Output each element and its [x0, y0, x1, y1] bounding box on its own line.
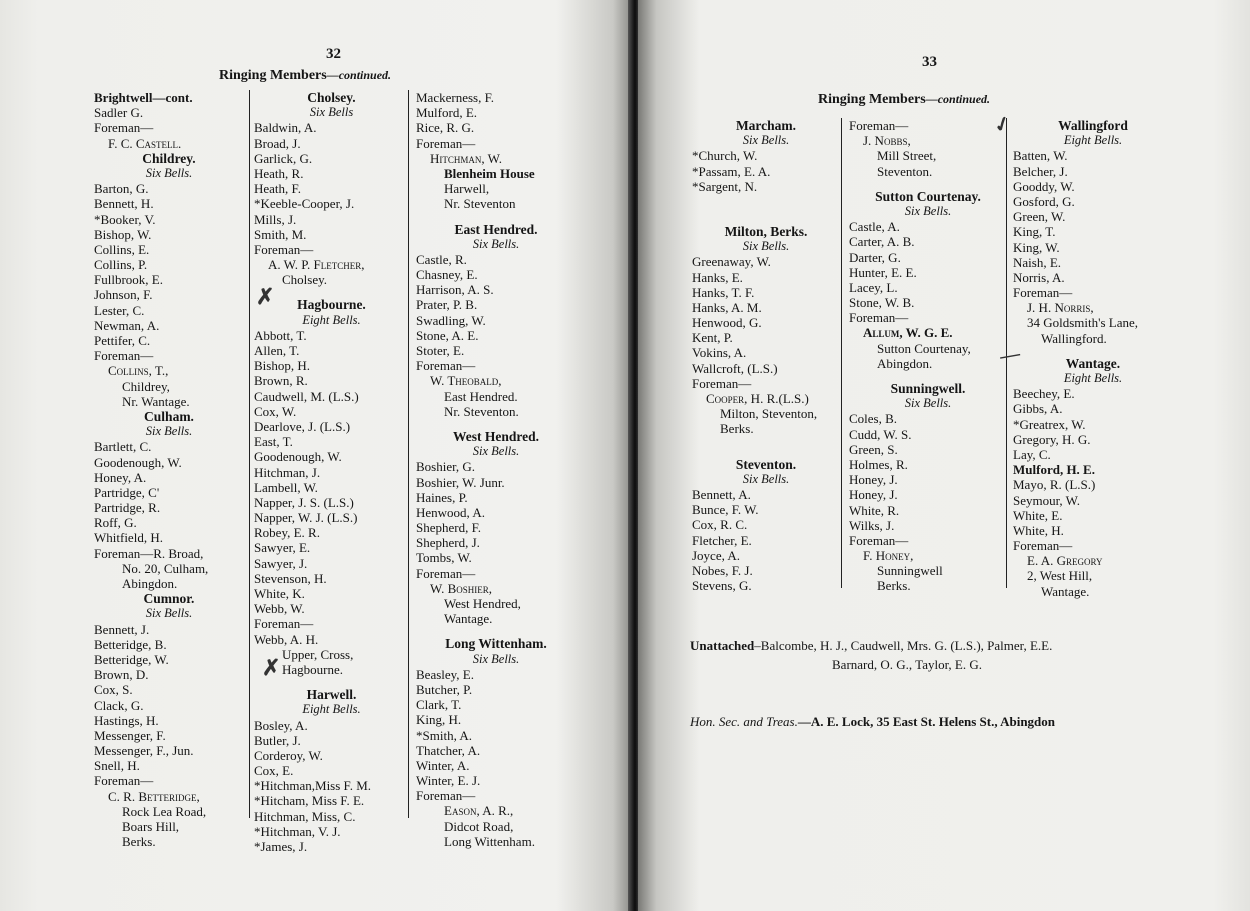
member-entry: Long Wittenham.: [444, 833, 535, 849]
member-entry: Foreman—: [254, 616, 314, 632]
member-entry: Wantage.: [444, 611, 493, 627]
member-entry: White, E.: [1013, 507, 1063, 523]
page-heading: [818, 92, 990, 108]
member-entry: *Church, W.: [692, 148, 758, 164]
member-entry: Sawyer, E.: [254, 540, 311, 556]
member-entry: Foreman—: [416, 358, 476, 374]
member-entry: Hanks, A. M.: [692, 299, 762, 315]
member-entry: Corderoy, W.: [254, 747, 323, 763]
member-entry: Rock Lea Road,: [122, 803, 207, 819]
member-entry: E. A. Gregory: [1027, 553, 1103, 569]
member-entry: *Hitchman, V. J.: [254, 823, 341, 839]
member-entry: Abingdon.: [122, 576, 178, 591]
member-entry: Wallcroft, (L.S.): [692, 360, 778, 376]
member-entry: Collins, E.: [94, 241, 150, 257]
member-entry: F. C. Castell.: [108, 135, 182, 151]
spacer: [1013, 346, 1173, 356]
member-entry: J. H. Norris,: [1027, 300, 1094, 316]
member-entry: Berks.: [877, 578, 911, 594]
member-entry: Foreman—: [849, 118, 909, 133]
column-3: [1013, 118, 1173, 599]
member-entry: Butcher, P.: [416, 681, 473, 697]
member-entry: *Smith, A.: [416, 727, 472, 743]
member-entry: Smith, M.: [254, 226, 307, 242]
member-entry: Swadling, W.: [416, 312, 486, 328]
member-entry: Clack, G.: [94, 697, 144, 713]
pencil-tick-icon: —: [998, 342, 1022, 368]
parish-name: East Hendred.: [454, 221, 538, 237]
member-entry: Beasley, E.: [416, 666, 474, 682]
member-entry: Abingdon.: [877, 355, 933, 371]
member-entry: Nr. Steventon.: [444, 403, 519, 419]
spacer: [849, 371, 1007, 381]
member-entry: Wallingford.: [1041, 330, 1107, 346]
bells-count: Six Bells.: [742, 239, 790, 254]
member-entry: Stevens, G.: [692, 578, 752, 594]
member-entry: Wilks, J.: [849, 517, 895, 533]
member-entry: Berks.: [122, 834, 156, 850]
member-entry: Hitchman, J.: [254, 464, 321, 480]
member-entry: East, T.: [254, 434, 293, 450]
member-entry: Lambell, W.: [254, 479, 318, 495]
member-entry: Butler, J.: [254, 732, 301, 748]
member-entry: Lester, C.: [94, 302, 145, 318]
member-entry: A. W. P. Fletcher,: [268, 257, 365, 273]
column-3: [416, 90, 576, 849]
member-entry: East Hendred.: [444, 388, 518, 404]
parish-name: Steventon.: [735, 456, 797, 472]
page-heading: [219, 68, 391, 84]
bells-count: Six Bells.: [145, 165, 193, 180]
member-entry: W. Theobald,: [430, 373, 502, 389]
member-entry: Heath, R.: [254, 165, 304, 181]
member-entry: Mayo, R. (L.S.): [1013, 477, 1096, 493]
parish-name: Harwell.: [306, 687, 357, 703]
member-entry: Foreman—: [849, 310, 909, 326]
column-divider: [249, 90, 250, 818]
parish-name: Marcham.: [735, 118, 797, 133]
member-entry: Fullbrook, E.: [94, 272, 163, 288]
member-entry: W. Boshier,: [430, 580, 492, 596]
member-entry: Harrison, A. S.: [416, 282, 494, 298]
member-entry: Nr. Wantage.: [122, 393, 190, 409]
member-entry: Stevenson, H.: [254, 570, 327, 586]
bells-count: Six Bells.: [145, 424, 193, 439]
parish-name: Cholsey.: [307, 90, 356, 105]
spacer: [692, 204, 840, 214]
member-entry: Eason, A. R.,: [444, 803, 514, 819]
parish-name: Cumnor.: [143, 591, 195, 607]
member-entry: Newman, A.: [94, 317, 160, 333]
hon-sec-value: —A. E. Lock, 35 East St. Helens St., Abingdon: [797, 714, 1056, 729]
member-entry: Brown, D.: [94, 667, 149, 683]
member-entry: Childrey,: [122, 378, 170, 394]
member-entry: Green, W.: [1013, 209, 1066, 225]
member-entry: Barton, G.: [94, 181, 149, 197]
member-entry: Foreman—: [94, 120, 154, 136]
member-entry: Cox, R. C.: [692, 517, 748, 533]
member-entry: Napper, W. J. (L.S.): [254, 510, 358, 526]
member-entry: Rice, R. G.: [416, 120, 475, 136]
member-entry: Wantage.: [1041, 583, 1090, 599]
member-entry: Foreman—: [94, 348, 154, 364]
bells-count: Six Bells.: [145, 606, 193, 621]
member-entry: Cox, W.: [254, 403, 297, 419]
parish-name: West Hendred.: [452, 428, 539, 444]
bells-count: Eight Bells.: [302, 702, 361, 717]
page-number: 33: [922, 54, 937, 70]
member-entry: King, T.: [1013, 224, 1056, 240]
spacer: [692, 437, 840, 447]
bells-count: Six Bells: [309, 105, 354, 120]
spacer: [416, 626, 576, 636]
member-entry: Napper, J. S. (L.S.): [254, 494, 354, 510]
member-entry: Bennett, H.: [94, 196, 154, 212]
member-entry: Tombs, W.: [416, 550, 472, 566]
member-entry: Messenger, F.: [94, 727, 166, 743]
member-entry: Bennett, A.: [692, 486, 751, 502]
member-entry: Thatcher, A.: [416, 742, 481, 758]
member-entry: Boshier, G.: [416, 459, 476, 475]
member-entry: Bennett, J.: [94, 621, 150, 637]
member-entry: Henwood, A.: [416, 504, 485, 520]
spacer: [692, 447, 840, 457]
member-entry: Foreman—: [254, 241, 314, 257]
member-entry: Boshier, W. Junr.: [416, 474, 505, 490]
member-entry: Castle, A.: [849, 219, 900, 235]
member-entry: Bishop, W.: [94, 226, 152, 242]
member-entry: Partridge, C': [94, 484, 160, 500]
member-entry: Stoter, E.: [416, 343, 465, 358]
member-entry: Sadler G.: [94, 105, 144, 121]
member-entry: Brightwell—cont.: [94, 90, 193, 105]
member-entry: Whitfield, H.: [94, 530, 163, 546]
member-entry: Baldwin, A.: [254, 120, 317, 136]
member-entry: Lacey, L.: [849, 279, 898, 295]
member-entry: Mill Street,: [877, 148, 937, 164]
member-entry: Bishop, H.: [254, 358, 310, 374]
member-entry: 34 Goldsmith's Lane,: [1027, 315, 1139, 331]
member-entry: Nobes, F. J.: [692, 562, 753, 578]
member-entry: Allum, W. G. E.: [863, 325, 953, 341]
member-entry: Webb, A. H.: [254, 631, 319, 647]
member-entry: Dearlove, J. (L.S.): [254, 418, 351, 434]
pencil-tick-icon: ✓: [990, 111, 1015, 139]
member-entry: Lay, C.: [1013, 446, 1051, 462]
member-entry: Vokins, A.: [692, 345, 747, 361]
member-entry: White, R.: [849, 502, 900, 518]
member-entry: Bosley, A.: [254, 717, 308, 733]
member-entry: Shepherd, J.: [416, 535, 480, 551]
member-entry: Upper, Cross,: [282, 646, 354, 662]
member-entry: Foreman—: [94, 773, 154, 789]
member-entry: Betteridge, W.: [94, 651, 169, 667]
member-entry: Gibbs, A.: [1013, 401, 1063, 417]
bells-count: Eight Bells.: [1063, 371, 1123, 385]
member-entry: Sawyer, J.: [254, 555, 308, 571]
member-entry: Green, S.: [849, 441, 898, 457]
member-entry: *Greatrex, W.: [1013, 416, 1086, 432]
heading-text: Ringing Members: [818, 92, 926, 107]
member-entry: Honey, J.: [849, 487, 898, 503]
member-entry: Stone, A. E.: [416, 327, 479, 343]
member-entry: Berks.: [720, 421, 754, 437]
member-entry: Mulford, E.: [416, 105, 478, 121]
heading-text: Ringing Members: [219, 68, 327, 83]
member-entry: Bunce, F. W.: [692, 502, 759, 518]
bells-count: Six Bells.: [472, 651, 520, 666]
member-entry: F. Honey,: [863, 548, 914, 564]
spacer: [416, 212, 576, 222]
bells-count: Six Bells.: [904, 396, 952, 411]
spacer: [416, 419, 576, 429]
member-entry: Gosford, G.: [1013, 193, 1075, 209]
member-entry: Sunningwell: [877, 563, 943, 579]
column-2: [849, 118, 1007, 594]
column-1: [94, 90, 244, 849]
member-entry: Allen, T.: [254, 343, 300, 358]
member-entry: Carter, A. B.: [849, 234, 915, 250]
member-entry: Foreman—: [1013, 538, 1073, 554]
member-entry: Naish, E.: [1013, 254, 1062, 270]
member-entry: Hunter, E. E.: [849, 264, 917, 280]
member-entry: Greenaway, W.: [692, 254, 771, 270]
member-entry: Hastings, H.: [94, 712, 159, 728]
hon-sec-label: Hon. Sec. and Treas.: [690, 714, 798, 729]
member-entry: Beechey, E.: [1013, 386, 1075, 402]
unattached-line: [690, 638, 1052, 654]
member-entry: Mulford, H. E.: [1013, 462, 1095, 478]
member-entry: Batten, W.: [1013, 148, 1068, 164]
member-entry: C. R. Betteridge,: [108, 788, 200, 804]
heading-continued: —continued.: [326, 68, 392, 82]
parish-name: Long Wittenham.: [445, 636, 547, 652]
member-entry: Goodenough, W.: [94, 454, 182, 470]
member-entry: *Hitcham, Miss F. E.: [254, 793, 365, 809]
member-entry: Foreman—: [692, 375, 752, 391]
parish-name: Culham.: [144, 408, 194, 424]
member-entry: Harwell,: [444, 181, 490, 197]
member-entry: Mills, J.: [254, 211, 297, 227]
heading-continued: —continued.: [925, 92, 991, 106]
member-entry: Darter, G.: [849, 249, 901, 265]
pencil-tick-icon: ✗: [256, 284, 275, 309]
member-entry: Cholsey.: [282, 272, 328, 288]
spacer: [254, 287, 409, 297]
bells-count: Six Bells.: [472, 444, 520, 459]
member-entry: Kent, P.: [692, 330, 733, 346]
member-entry: Foreman—: [849, 532, 909, 548]
member-entry: Haines, P.: [416, 489, 468, 505]
column-divider: [408, 90, 409, 818]
parish-name: Wantage.: [1065, 355, 1121, 371]
spacer: [849, 179, 1007, 189]
member-entry: Caudwell, M. (L.S.): [254, 388, 359, 404]
bells-count: Eight Bells.: [1063, 133, 1123, 148]
member-entry: Honey, J.: [849, 472, 898, 488]
member-entry: Robey, E. R.: [254, 525, 320, 541]
member-entry: Steventon.: [877, 163, 933, 179]
bells-count: Six Bells.: [742, 471, 790, 486]
unattached-names: –Balcombe, H. J., Caudwell, Mrs. G. (L.S.), Palmer, E.E.: [754, 638, 1053, 653]
parish-name: Wallingford: [1058, 118, 1128, 133]
spacer: [692, 194, 840, 204]
member-entry: Mackerness, F.: [416, 90, 495, 105]
member-entry: Cooper, H. R.(L.S.): [706, 391, 809, 406]
member-entry: Snell, H.: [94, 758, 140, 774]
member-entry: *Keeble-Cooper, J.: [254, 196, 355, 212]
member-entry: Hanks, T. F.: [692, 284, 755, 300]
spacer: [692, 214, 840, 224]
member-entry: Roff, G.: [94, 515, 137, 531]
member-entry: Boars Hill,: [122, 819, 180, 834]
member-entry: *Passam, E. A.: [692, 163, 771, 179]
bells-count: Six Bells.: [472, 236, 520, 251]
member-entry: Castle, R.: [416, 251, 467, 267]
member-entry: Heath, F.: [254, 181, 301, 197]
member-entry: Didcot Road,: [444, 818, 514, 834]
member-entry: Coles, B.: [849, 411, 898, 427]
member-entry: Belcher, J.: [1013, 163, 1068, 179]
member-entry: Messenger, F., Jun.: [94, 743, 194, 759]
member-entry: Fletcher, E.: [692, 532, 752, 548]
member-entry: Broad, J.: [254, 135, 301, 151]
member-entry: Johnson, F.: [94, 287, 153, 303]
member-entry: West Hendred,: [444, 596, 521, 611]
member-entry: *Sargent, N.: [692, 178, 758, 194]
member-entry: Gregory, H. G.: [1013, 431, 1091, 447]
member-entry: Nr. Steventon: [444, 196, 516, 212]
column-2: [254, 90, 409, 854]
member-entry: Goodenough, W.: [254, 449, 342, 465]
member-entry: Honey, A.: [94, 469, 147, 485]
page-number: 32: [326, 46, 341, 62]
member-entry: Cudd, W. S.: [849, 426, 912, 442]
member-entry: Winter, E. J.: [416, 773, 481, 789]
member-entry: Hanks, E.: [692, 269, 743, 285]
member-entry: Abbott, T.: [254, 327, 307, 343]
member-entry: Hitchman, W.: [430, 150, 502, 166]
member-entry: Garlick, G.: [254, 150, 313, 166]
member-entry: Foreman—: [416, 135, 476, 151]
member-entry: King, H.: [416, 712, 462, 728]
column-divider: [841, 118, 842, 588]
member-entry: Hagbourne.: [282, 661, 344, 677]
parish-name: Milton, Berks.: [724, 223, 808, 239]
hon-sec-line: [690, 714, 1055, 730]
member-entry: Foreman—: [416, 565, 476, 581]
member-entry: Webb, W.: [254, 601, 305, 617]
member-entry: Foreman—: [416, 788, 476, 804]
member-entry: *Hitchman,Miss F. M.: [254, 778, 372, 794]
member-entry: White, K.: [254, 586, 305, 601]
member-entry: Blenheim House: [444, 165, 535, 181]
member-entry: Stone, W. B.: [849, 295, 915, 311]
member-entry: Partridge, R.: [94, 500, 161, 516]
parish-name: Sutton Courtenay.: [875, 188, 981, 204]
member-entry: Cox, S.: [94, 682, 133, 698]
member-entry: Brown, R.: [254, 373, 308, 389]
member-entry: White, H.: [1013, 522, 1064, 538]
unattached-line-2: Barnard, O. G., Taylor, E. G.: [832, 657, 982, 672]
member-entry: *Booker, V.: [94, 211, 156, 227]
member-entry: J. Nobbs,: [863, 133, 911, 149]
member-entry: No. 20, Culham,: [122, 560, 209, 576]
member-entry: Sutton Courtenay,: [877, 340, 971, 356]
bells-count: Six Bells.: [742, 133, 790, 148]
member-entry: Joyce, A.: [692, 547, 741, 563]
member-entry: Foreman—R. Broad,: [94, 545, 204, 561]
pencil-tick-icon: ✗: [262, 655, 281, 680]
right-page: [638, 0, 1250, 911]
member-entry: Norris, A.: [1013, 269, 1065, 285]
member-entry: Pettifer, C.: [94, 333, 151, 348]
member-entry: Collins, T.,: [108, 363, 169, 379]
member-entry: Seymour, W.: [1013, 492, 1081, 508]
member-entry: Prater, P. B.: [416, 297, 478, 313]
member-entry: *James, J.: [254, 839, 308, 854]
member-entry: Shepherd, F.: [416, 520, 482, 536]
parish-name: Sunningwell.: [890, 381, 966, 396]
member-entry: Milton, Steventon,: [720, 406, 818, 422]
member-entry: Bartlett, C.: [94, 439, 152, 455]
member-entry: Gooddy, W.: [1013, 178, 1075, 194]
member-entry: Henwood, G.: [692, 315, 762, 331]
member-entry: Betteridge, B.: [94, 636, 167, 652]
member-entry: Clark, T.: [416, 697, 462, 713]
member-entry: Cox, E.: [254, 763, 294, 779]
member-entry: Foreman—: [1013, 285, 1073, 301]
parish-name: Hagbourne.: [297, 297, 366, 313]
member-entry: Chasney, E.: [416, 267, 478, 283]
member-entry: 2, West Hill,: [1027, 568, 1093, 584]
member-entry: Holmes, R.: [849, 456, 908, 472]
member-entry: Collins, P.: [94, 257, 148, 273]
bells-count: Eight Bells.: [302, 312, 361, 327]
member-entry: Winter, A.: [416, 757, 470, 773]
member-entry: Hitchman, Miss, C.: [254, 808, 356, 824]
bells-count: Six Bells.: [904, 203, 952, 218]
parish-name: Childrey.: [142, 150, 196, 166]
unattached-label: Unattached: [690, 638, 755, 653]
column-1: [692, 118, 840, 593]
member-entry: King, W.: [1013, 239, 1060, 255]
